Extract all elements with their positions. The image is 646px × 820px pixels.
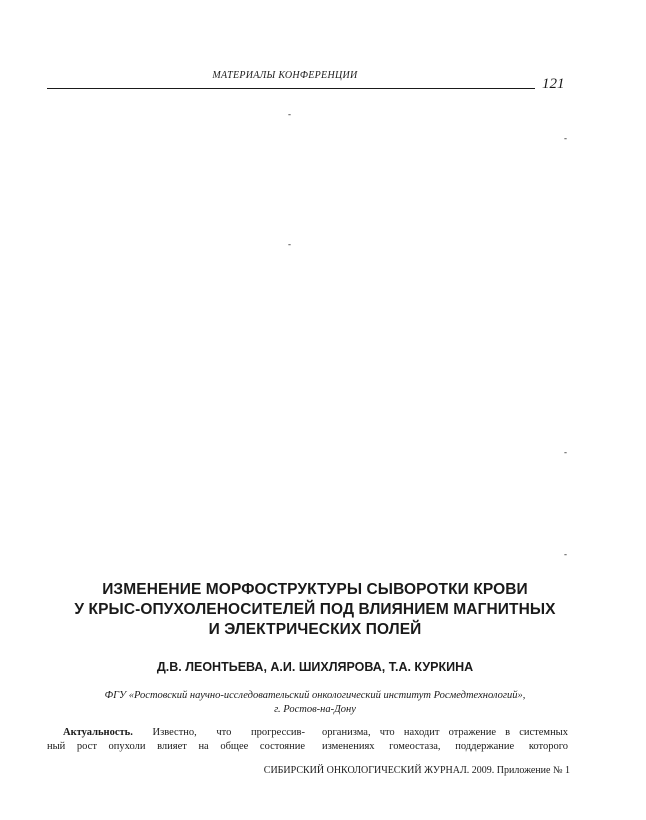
affiliation-line: ФГУ «Ростовский научно-исследовательский онкологический институт Росмедтехнологий», [104, 690, 526, 701]
body-line: ный рост опухоли влияет на общее состояние [47, 741, 305, 752]
body-line: организма, что находит отражение в системных [322, 727, 568, 738]
article-title-line: ИЗМЕНЕНИЕ МОРФОСТРУКТУРЫ СЫВОРОТКИ КРОВИ [102, 581, 528, 598]
article-title-line: И ЭЛЕКТРИЧЕСКИХ ПОЛЕЙ [208, 621, 422, 638]
section-lead: Актуальность. [63, 727, 133, 738]
article-authors: Д.В. ЛЕОНТЬЕВА, А.И. ШИХЛЯРОВА, Т.А. КУРКИНА [156, 660, 474, 674]
body-line: изменениях гомеостаза, поддержание которого [322, 741, 568, 752]
body-text: Известно, что прогрессив- [132, 727, 305, 738]
header-rule [47, 88, 535, 89]
stray-dash-mark: - [564, 549, 567, 559]
affiliation-line: г. Ростов-на-Дону [274, 704, 356, 715]
stray-dash-mark: - [564, 133, 567, 143]
body-column-right [322, 726, 568, 754]
article-title-line: У КРЫС-ОПУХОЛЕНОСИТЕЛЕЙ ПОД ВЛИЯНИЕМ МАГНИТНЫХ [74, 601, 556, 618]
stray-dash-mark: - [288, 239, 291, 249]
stray-dash-mark: - [564, 447, 567, 457]
body-column-left [47, 726, 305, 754]
body-line [47, 726, 305, 740]
page-number: 121 [542, 76, 565, 92]
article-title [20, 580, 610, 640]
journal-footer: СИБИРСКИЙ ОНКОЛОГИЧЕСКИЙ ЖУРНАЛ. 2009. Приложение № 1 [263, 765, 570, 776]
affiliation [20, 689, 610, 717]
stray-dash-mark: - [288, 109, 291, 119]
running-title: МАТЕРИАЛЫ КОНФЕРЕНЦИИ [212, 70, 358, 81]
